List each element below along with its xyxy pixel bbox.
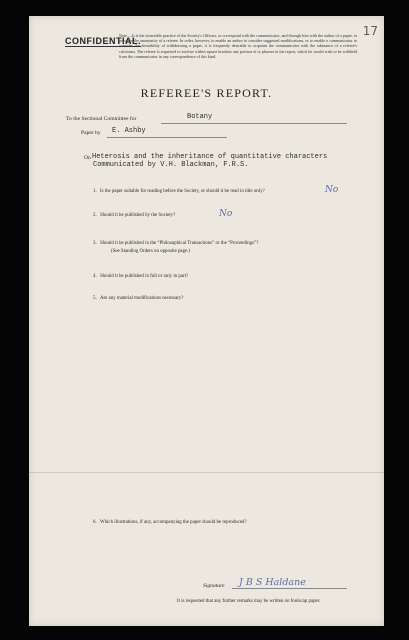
- committee-value: Botany: [187, 113, 213, 121]
- confidential-heading: CONFIDENTIAL.: [65, 36, 141, 46]
- paper-by-label: Paper by: [81, 130, 101, 136]
- question-2-answer: No: [219, 209, 233, 219]
- question-6-number: 6.: [93, 520, 97, 525]
- question-2-number: 2.: [93, 213, 97, 218]
- folio-number: 17: [362, 24, 378, 38]
- question-5-number: 5.: [93, 296, 97, 301]
- question-1-answer: No: [325, 185, 339, 195]
- paper-title-line1: Heterosis and the inheritance of quantitative characters: [92, 153, 328, 161]
- question-3-number: 3.: [93, 241, 97, 246]
- question-3-subnote: (See Standing Orders on opposite page.): [111, 249, 191, 254]
- confidentiality-note: Note.—It is the invariable practice of the Society's Officers, to correspond with the communicator, and through him with the author of a paper, to preserve the anonymity of a referee. In order, however, to enable an author to consider suggested modifications, or to enable a communicator to consider the desirability of withdrawing a paper, it is frequently desirable to acquaint the communicator with the substance of a referee's criticisms. The referee is requested to enclose within square brackets any portion of or phrases in his report, which he would wish to be withheld from the communicator in any correspondence of this kind.: [119, 33, 357, 59]
- committee-line: [161, 123, 347, 124]
- question-1-number: 1.: [93, 189, 97, 194]
- question-6-text: Which illustrations, if any, accompanying the paper should be reproduced?: [100, 520, 247, 525]
- paper-by-line: [107, 137, 227, 138]
- question-4-text: Should it be published in full or only in part?: [100, 274, 189, 279]
- paper-by-value: E. Ashby: [112, 127, 146, 135]
- question-3-text: Should it be published in the “Philosophical Transactions” or the “Proceedings”?: [100, 241, 259, 246]
- fold-line: [29, 472, 384, 473]
- paper-title-line2: Communicated by V.H. Blackman, F.R.S.: [93, 161, 249, 169]
- signature-line: [232, 588, 347, 589]
- question-4-number: 4.: [93, 274, 97, 279]
- on-label: On: [84, 155, 91, 161]
- question-1-text: Is the paper suitable for reading before the Society, or should it be read in title only?: [100, 189, 265, 194]
- report-title: REFEREE'S REPORT.: [140, 86, 273, 100]
- committee-label: To the Sectional Committee for: [66, 116, 137, 122]
- footer-note: It is requested that any further remarks may be written on foolscap paper.: [177, 599, 321, 604]
- question-5-text: Are any material modifications necessary?: [100, 296, 184, 301]
- question-2-text: Should it be published by the Society?: [100, 213, 176, 218]
- report-sheet: [29, 16, 384, 626]
- signature-label: Signature: [203, 583, 225, 589]
- signature-value: J B S Haldane: [239, 577, 306, 588]
